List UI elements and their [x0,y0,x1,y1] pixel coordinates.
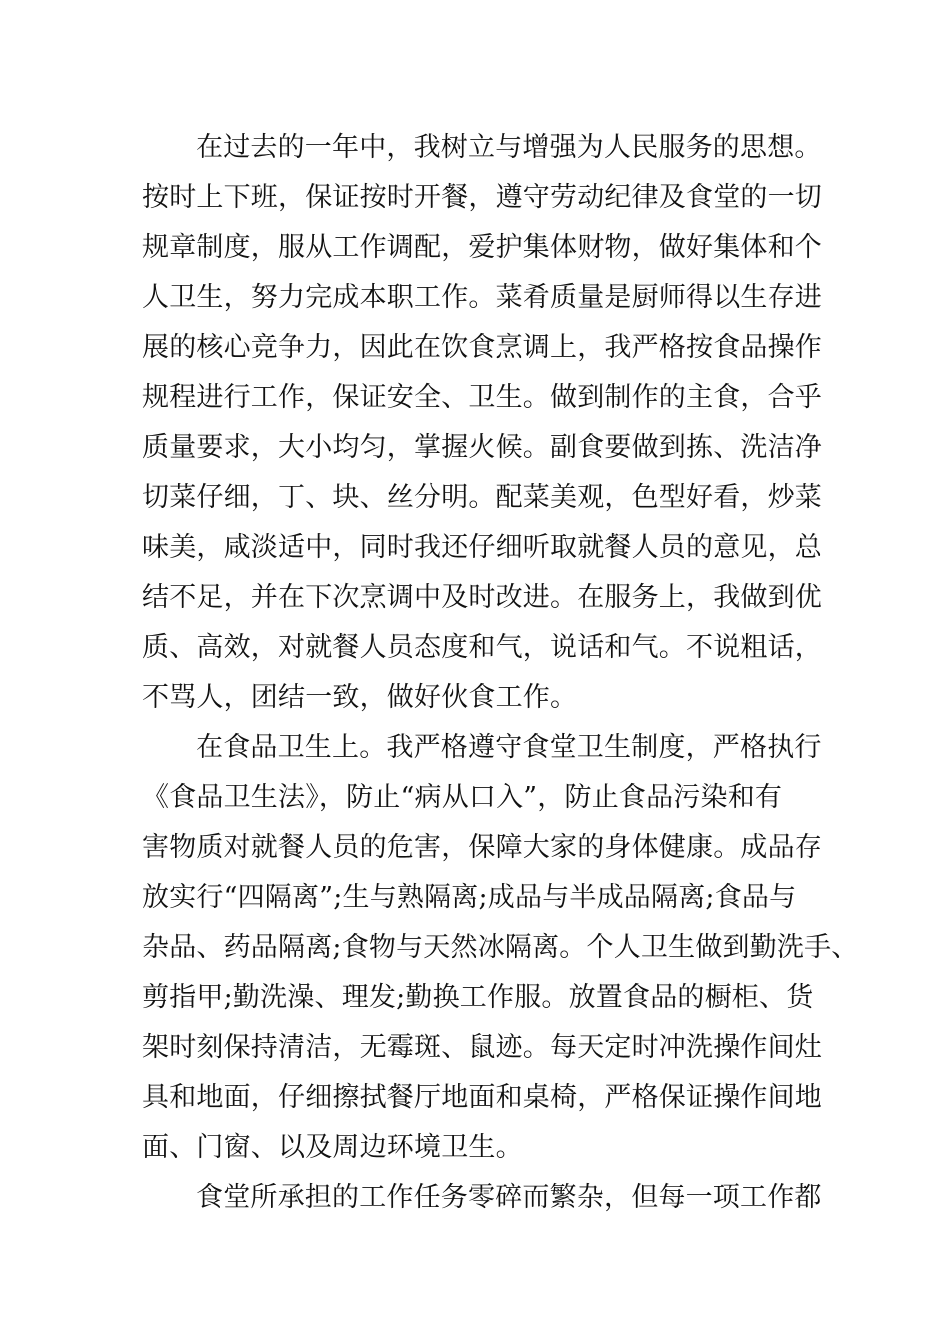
paragraph-2-line-7: 架时刻保持清洁，无霉斑、鼠迹。每天定时冲洗操作间灶 [142,1032,822,1063]
paragraph-1-line-4: 人卫生，努力完成本职工作。菜肴质量是厨师得以生存进 [142,282,822,313]
paragraph-1-line-7: 质量要求，大小均匀，掌握火候。副食要做到拣、洗洁净 [142,432,822,463]
paragraph-1-line-1: 在过去的一年中，我树立与增强为人民服务的思想。 [196,132,822,163]
paragraph-1-line-12: 不骂人，团结一致，做好伙食工作。 [142,682,578,713]
paragraph-1-line-8: 切菜仔细，丁、块、丝分明。配菜美观，色型好看，炒菜 [142,482,822,513]
paragraph-1-line-10: 结不足，并在下次烹调中及时改进。在服务上，我做到优 [142,582,822,613]
paragraph-1-line-6: 规程进行工作，保证安全、卫生。做到制作的主食，合乎 [142,382,822,413]
paragraph-2-line-2: 《食品卫生法》，防止“病从口入”，防止食品污染和有 [142,782,783,813]
paragraph-1-line-5: 展的核心竞争力，因此在饮食烹调上，我严格按食品操作 [142,332,822,363]
paragraph-1-line-3: 规章制度，服从工作调配，爱护集体财物，做好集体和个 [142,232,822,263]
paragraph-1-line-11: 质、高效，对就餐人员态度和气，说话和气。不说粗话， [142,632,822,663]
paragraph-1-line-9: 味美，咸淡适中，同时我还仔细听取就餐人员的意见，总 [142,532,822,563]
paragraph-2-line-3: 害物质对就餐人员的危害，保障大家的身体健康。成品存 [142,832,822,863]
paragraph-1-line-2: 按时上下班，保证按时开餐，遵守劳动纪律及食堂的一切 [142,182,822,213]
paragraph-2-line-8: 具和地面，仔细擦拭餐厅地面和桌椅，严格保证操作间地 [142,1082,822,1113]
paragraph-2-line-1: 在食品卫生上。我严格遵守食堂卫生制度，严格执行 [196,732,822,763]
paragraph-2-line-6: 剪指甲;勤洗澡、理发;勤换工作服。放置食品的橱柜、货 [142,982,814,1013]
paragraph-2-line-9: 面、门窗、以及周边环境卫生。 [142,1132,523,1163]
paragraph-2-line-5: 杂品、药品隔离;食物与天然冰隔离。个人卫生做到勤洗手、 [142,932,859,963]
paragraph-2-line-4: 放实行“四隔离”;生与熟隔离;成品与半成品隔离;食品与 [142,882,797,913]
paragraph-3-line-1: 食堂所承担的工作任务零碎而繁杂，但每一项工作都 [196,1182,822,1213]
